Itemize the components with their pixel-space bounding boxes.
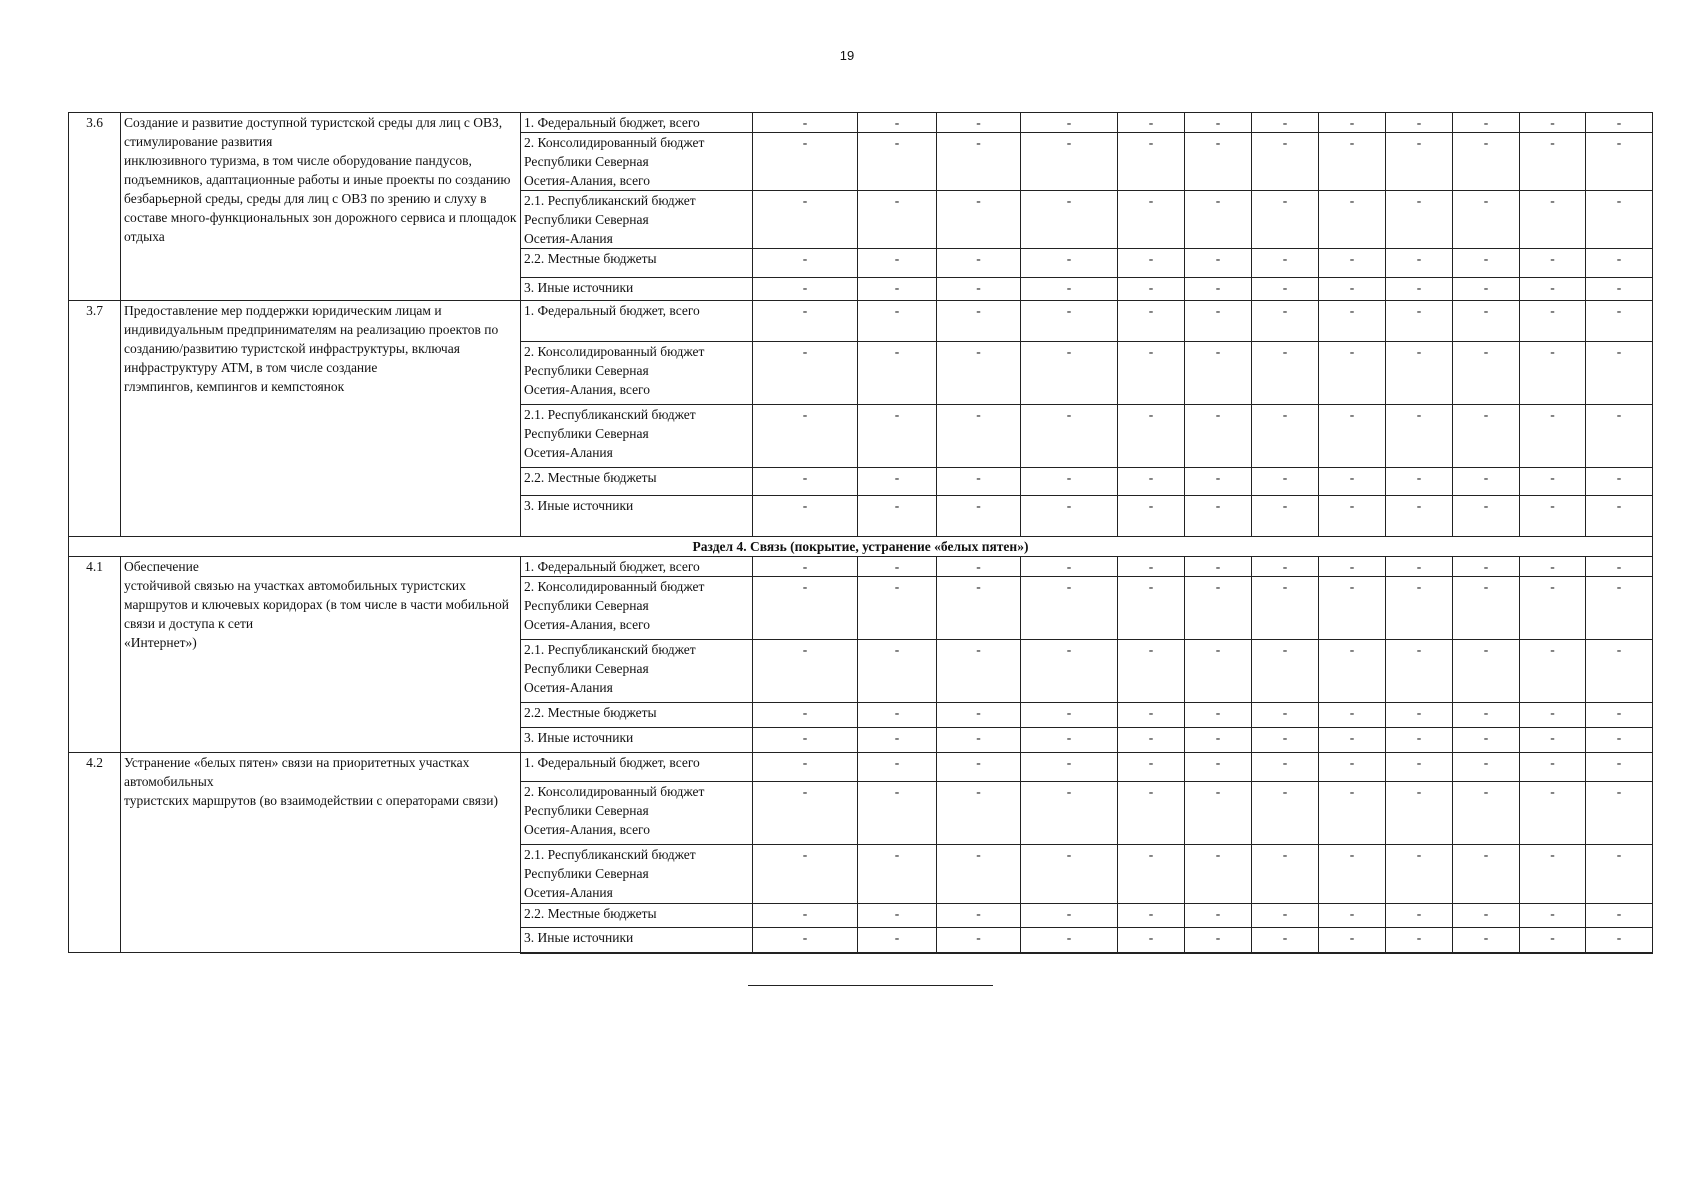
funding-value: - (1520, 405, 1586, 468)
funding-value: - (1118, 468, 1185, 496)
funding-value: - (1021, 577, 1118, 640)
funding-value: - (1520, 249, 1586, 278)
funding-value: - (753, 468, 858, 496)
funding-value: - (1586, 753, 1653, 782)
funding-value: - (1021, 468, 1118, 496)
funding-value: - (753, 928, 858, 953)
funding-value: - (753, 191, 858, 249)
funding-value: - (1118, 191, 1185, 249)
funding-value: - (1386, 113, 1453, 133)
funding-value: - (1520, 342, 1586, 405)
funding-value: - (1586, 133, 1653, 191)
funding-value: - (1386, 133, 1453, 191)
funding-value: - (1453, 703, 1520, 728)
funding-value: - (1586, 728, 1653, 753)
funding-value: - (1520, 468, 1586, 496)
funding-value: - (1252, 191, 1319, 249)
funding-value: - (1185, 405, 1252, 468)
funding-value: - (858, 249, 937, 278)
funding-value: - (1520, 496, 1586, 537)
measure-number: 3.6 (69, 113, 121, 301)
funding-value: - (858, 753, 937, 782)
funding-value: - (1252, 753, 1319, 782)
funding-value: - (858, 113, 937, 133)
funding-value: - (1252, 928, 1319, 953)
funding-value: - (1252, 904, 1319, 928)
funding-value: - (753, 249, 858, 278)
funding-value: - (1319, 342, 1386, 405)
funding-value: - (1386, 557, 1453, 577)
funding-value: - (1386, 782, 1453, 845)
funding-value: - (858, 782, 937, 845)
funding-value: - (1319, 468, 1386, 496)
funding-value: - (1252, 342, 1319, 405)
funding-value: - (858, 577, 937, 640)
funding-value: - (937, 342, 1021, 405)
funding-value: - (1021, 496, 1118, 537)
funding-value: - (1453, 113, 1520, 133)
funding-value: - (937, 249, 1021, 278)
funding-value: - (858, 557, 937, 577)
funding-value: - (858, 133, 937, 191)
funding-value: - (1021, 405, 1118, 468)
measure-name: Предоставление мер поддержки юридическим лицам и индивидуальным предпринимателям на реализацию проектов по созданию/развитию туристской инфраструктуры, включая инфраструктуру АТМ, в том числе создание глэмпингов, кемпингов и кемпстоянок (121, 301, 521, 537)
footer-rule (748, 985, 993, 986)
budget-table-body (69, 113, 1653, 953)
funding-value: - (1185, 496, 1252, 537)
funding-value: - (1453, 845, 1520, 904)
funding-value: - (1319, 640, 1386, 703)
funding-value: - (1118, 928, 1185, 953)
funding-value: - (753, 728, 858, 753)
funding-value: - (1453, 753, 1520, 782)
funding-value: - (1252, 278, 1319, 301)
funding-value: - (753, 301, 858, 342)
funding-value: - (1586, 703, 1653, 728)
funding-value: - (1252, 845, 1319, 904)
funding-value: - (1252, 468, 1319, 496)
funding-value: - (1185, 845, 1252, 904)
funding-value: - (1386, 468, 1453, 496)
funding-value: - (1185, 301, 1252, 342)
funding-value: - (1252, 133, 1319, 191)
funding-value: - (1386, 703, 1453, 728)
funding-value: - (1118, 113, 1185, 133)
funding-value: - (1453, 557, 1520, 577)
funding-value: - (1118, 904, 1185, 928)
funding-value: - (1021, 249, 1118, 278)
section-header-row (69, 537, 1653, 557)
measure-number: 4.2 (69, 753, 121, 953)
funding-value: - (1252, 557, 1319, 577)
funding-value: - (1021, 191, 1118, 249)
funding-value: - (753, 405, 858, 468)
funding-value: - (1520, 928, 1586, 953)
funding-value: - (1586, 640, 1653, 703)
funding-value: - (1185, 728, 1252, 753)
funding-source: 2. Консолидированный бюджет Республики Северная Осетия-Алания, всего (521, 133, 753, 191)
funding-source: 2. Консолидированный бюджет Республики Северная Осетия-Алания, всего (521, 577, 753, 640)
funding-value: - (937, 405, 1021, 468)
funding-value: - (1021, 113, 1118, 133)
funding-value: - (1118, 845, 1185, 904)
funding-value: - (937, 904, 1021, 928)
funding-value: - (858, 845, 937, 904)
funding-value: - (858, 405, 937, 468)
funding-value: - (1118, 278, 1185, 301)
funding-value: - (1021, 904, 1118, 928)
measure-name: Обеспечение устойчивой связью на участках автомобильных туристских маршрутов и ключевых коридорах (в том числе в части мобильной связи и доступа к сети «Интернет») (121, 557, 521, 753)
measure-number: 3.7 (69, 301, 121, 537)
table-row (69, 113, 1653, 133)
funding-source: 2.1. Республиканский бюджет Республики Северная Осетия-Алания (521, 640, 753, 703)
funding-value: - (1185, 278, 1252, 301)
funding-source: 2.2. Местные бюджеты (521, 703, 753, 728)
funding-value: - (1185, 703, 1252, 728)
funding-value: - (858, 301, 937, 342)
funding-value: - (1520, 133, 1586, 191)
funding-value: - (858, 496, 937, 537)
funding-source: 3. Иные источники (521, 928, 753, 953)
funding-value: - (1386, 278, 1453, 301)
page-number: 19 (839, 48, 855, 63)
funding-value: - (1319, 301, 1386, 342)
funding-value: - (937, 703, 1021, 728)
funding-value: - (1520, 728, 1586, 753)
funding-source: 2.1. Республиканский бюджет Республики Северная Осетия-Алания (521, 405, 753, 468)
funding-value: - (858, 928, 937, 953)
funding-value: - (1386, 928, 1453, 953)
funding-value: - (1520, 782, 1586, 845)
funding-source: 1. Федеральный бюджет, всего (521, 753, 753, 782)
funding-source: 2.2. Местные бюджеты (521, 904, 753, 928)
funding-value: - (1453, 133, 1520, 191)
funding-value: - (858, 191, 937, 249)
funding-value: - (1319, 703, 1386, 728)
funding-value: - (1185, 928, 1252, 953)
funding-value: - (1520, 904, 1586, 928)
measure-name: Создание и развитие доступной туристской среды для лиц с ОВЗ, стимулирование развития инклюзивного туризма, в том числе оборудование пандусов, подъемников, адаптационные работы и иные проекты по созданию безбарьерной среды, среды для лиц с ОВЗ по зрению и слуху в составе много-функциональных зон дорожного сервиса и площадок отдыха (121, 113, 521, 301)
funding-value: - (858, 278, 937, 301)
funding-value: - (753, 703, 858, 728)
funding-source: 2. Консолидированный бюджет Республики Северная Осетия-Алания, всего (521, 782, 753, 845)
funding-value: - (1386, 728, 1453, 753)
funding-value: - (1319, 405, 1386, 468)
funding-value: - (1319, 753, 1386, 782)
funding-value: - (1021, 640, 1118, 703)
funding-value: - (753, 557, 858, 577)
funding-value: - (1586, 845, 1653, 904)
funding-value: - (1520, 703, 1586, 728)
funding-value: - (1453, 405, 1520, 468)
funding-value: - (1586, 557, 1653, 577)
funding-source: 3. Иные источники (521, 728, 753, 753)
funding-source: 1. Федеральный бюджет, всего (521, 301, 753, 342)
funding-value: - (937, 577, 1021, 640)
funding-value: - (1319, 782, 1386, 845)
funding-value: - (858, 703, 937, 728)
funding-value: - (1386, 342, 1453, 405)
funding-value: - (937, 133, 1021, 191)
funding-value: - (1520, 577, 1586, 640)
funding-value: - (937, 782, 1021, 845)
funding-value: - (753, 782, 858, 845)
funding-value: - (1118, 753, 1185, 782)
funding-value: - (1319, 191, 1386, 249)
funding-value: - (1021, 782, 1118, 845)
funding-value: - (1118, 640, 1185, 703)
funding-value: - (1453, 577, 1520, 640)
funding-value: - (1453, 468, 1520, 496)
funding-value: - (937, 845, 1021, 904)
measure-name: Устранение «белых пятен» связи на приоритетных участках автомобильных туристских маршрутов (во взаимодействии с операторами связи) (121, 753, 521, 953)
funding-value: - (1453, 782, 1520, 845)
funding-source: 3. Иные источники (521, 496, 753, 537)
funding-value: - (1021, 133, 1118, 191)
funding-value: - (1586, 191, 1653, 249)
funding-value: - (1319, 904, 1386, 928)
funding-value: - (753, 640, 858, 703)
funding-value: - (753, 113, 858, 133)
funding-value: - (1520, 845, 1586, 904)
funding-source: 2.1. Республиканский бюджет Республики Северная Осетия-Алания (521, 191, 753, 249)
funding-value: - (937, 753, 1021, 782)
funding-value: - (1185, 577, 1252, 640)
funding-value: - (1185, 113, 1252, 133)
funding-value: - (1185, 782, 1252, 845)
funding-value: - (1386, 904, 1453, 928)
funding-value: - (1021, 753, 1118, 782)
funding-value: - (1185, 249, 1252, 278)
funding-value: - (858, 640, 937, 703)
funding-value: - (1118, 301, 1185, 342)
section-title: Раздел 4. Связь (покрытие, устранение «белых пятен») (69, 537, 1653, 557)
funding-value: - (1520, 640, 1586, 703)
funding-value: - (753, 342, 858, 405)
funding-value: - (1185, 468, 1252, 496)
funding-value: - (1386, 753, 1453, 782)
funding-value: - (1185, 342, 1252, 405)
funding-source: 2.2. Местные бюджеты (521, 249, 753, 278)
table-row (69, 753, 1653, 782)
funding-value: - (1118, 577, 1185, 640)
funding-value: - (1520, 753, 1586, 782)
funding-value: - (1520, 557, 1586, 577)
funding-value: - (1586, 405, 1653, 468)
budget-table (68, 112, 1653, 954)
funding-value: - (1586, 468, 1653, 496)
funding-value: - (1520, 301, 1586, 342)
funding-value: - (1185, 904, 1252, 928)
funding-value: - (937, 728, 1021, 753)
funding-value: - (753, 496, 858, 537)
funding-value: - (1185, 557, 1252, 577)
funding-value: - (1185, 640, 1252, 703)
funding-value: - (1185, 191, 1252, 249)
funding-value: - (1319, 113, 1386, 133)
funding-value: - (1520, 278, 1586, 301)
funding-source: 2. Консолидированный бюджет Республики Северная Осетия-Алания, всего (521, 342, 753, 405)
funding-value: - (858, 904, 937, 928)
funding-value: - (1252, 405, 1319, 468)
funding-value: - (1586, 496, 1653, 537)
funding-value: - (1185, 753, 1252, 782)
funding-value: - (937, 113, 1021, 133)
funding-value: - (1520, 191, 1586, 249)
funding-value: - (858, 728, 937, 753)
funding-value: - (1386, 405, 1453, 468)
funding-value: - (1118, 249, 1185, 278)
funding-value: - (1586, 249, 1653, 278)
funding-value: - (1319, 249, 1386, 278)
funding-value: - (1453, 904, 1520, 928)
funding-value: - (1118, 496, 1185, 537)
funding-value: - (937, 496, 1021, 537)
funding-value: - (1252, 301, 1319, 342)
funding-value: - (1586, 278, 1653, 301)
funding-value: - (1252, 577, 1319, 640)
funding-value: - (1453, 342, 1520, 405)
funding-value: - (937, 557, 1021, 577)
funding-value: - (1453, 301, 1520, 342)
funding-value: - (1386, 640, 1453, 703)
funding-value: - (937, 301, 1021, 342)
funding-value: - (1021, 557, 1118, 577)
funding-value: - (1021, 728, 1118, 753)
funding-value: - (1319, 496, 1386, 537)
funding-value: - (1252, 113, 1319, 133)
funding-value: - (1021, 342, 1118, 405)
funding-source: 3. Иные источники (521, 278, 753, 301)
funding-value: - (1021, 703, 1118, 728)
funding-value: - (1021, 301, 1118, 342)
funding-value: - (753, 133, 858, 191)
funding-source: 2.1. Республиканский бюджет Республики Северная Осетия-Алания (521, 845, 753, 904)
funding-value: - (1252, 496, 1319, 537)
funding-value: - (1586, 782, 1653, 845)
funding-value: - (1118, 405, 1185, 468)
table-row (69, 301, 1653, 342)
funding-value: - (858, 342, 937, 405)
funding-value: - (858, 468, 937, 496)
funding-value: - (1319, 278, 1386, 301)
funding-value: - (1586, 301, 1653, 342)
funding-value: - (1118, 728, 1185, 753)
table-row (69, 557, 1653, 577)
funding-value: - (1252, 782, 1319, 845)
funding-value: - (937, 278, 1021, 301)
funding-value: - (1021, 928, 1118, 953)
funding-value: - (937, 468, 1021, 496)
funding-value: - (1453, 496, 1520, 537)
funding-value: - (1386, 191, 1453, 249)
funding-value: - (753, 845, 858, 904)
funding-value: - (1319, 577, 1386, 640)
funding-value: - (1586, 904, 1653, 928)
funding-value: - (1118, 342, 1185, 405)
funding-value: - (1386, 301, 1453, 342)
funding-value: - (1319, 133, 1386, 191)
funding-value: - (1586, 928, 1653, 953)
funding-value: - (753, 278, 858, 301)
funding-value: - (1118, 133, 1185, 191)
funding-source: 1. Федеральный бюджет, всего (521, 113, 753, 133)
funding-value: - (1021, 845, 1118, 904)
funding-value: - (1453, 278, 1520, 301)
funding-value: - (1319, 728, 1386, 753)
funding-value: - (1386, 496, 1453, 537)
funding-value: - (1118, 557, 1185, 577)
funding-value: - (1185, 133, 1252, 191)
funding-value: - (753, 904, 858, 928)
funding-value: - (1520, 113, 1586, 133)
funding-value: - (1453, 728, 1520, 753)
funding-value: - (1386, 249, 1453, 278)
funding-value: - (753, 753, 858, 782)
funding-value: - (1453, 928, 1520, 953)
funding-value: - (937, 928, 1021, 953)
funding-source: 1. Федеральный бюджет, всего (521, 557, 753, 577)
funding-value: - (1586, 577, 1653, 640)
funding-value: - (1252, 640, 1319, 703)
funding-value: - (753, 577, 858, 640)
funding-value: - (1252, 728, 1319, 753)
funding-value: - (1252, 703, 1319, 728)
funding-value: - (1118, 703, 1185, 728)
funding-value: - (1586, 113, 1653, 133)
funding-value: - (1586, 342, 1653, 405)
funding-value: - (1118, 782, 1185, 845)
funding-value: - (1319, 928, 1386, 953)
funding-value: - (1319, 845, 1386, 904)
funding-value: - (1453, 191, 1520, 249)
funding-value: - (1386, 845, 1453, 904)
funding-value: - (937, 191, 1021, 249)
measure-number: 4.1 (69, 557, 121, 753)
funding-value: - (1319, 557, 1386, 577)
funding-source: 2.2. Местные бюджеты (521, 468, 753, 496)
funding-value: - (1386, 577, 1453, 640)
funding-value: - (1252, 249, 1319, 278)
funding-value: - (1453, 249, 1520, 278)
funding-value: - (937, 640, 1021, 703)
funding-value: - (1453, 640, 1520, 703)
funding-value: - (1021, 278, 1118, 301)
